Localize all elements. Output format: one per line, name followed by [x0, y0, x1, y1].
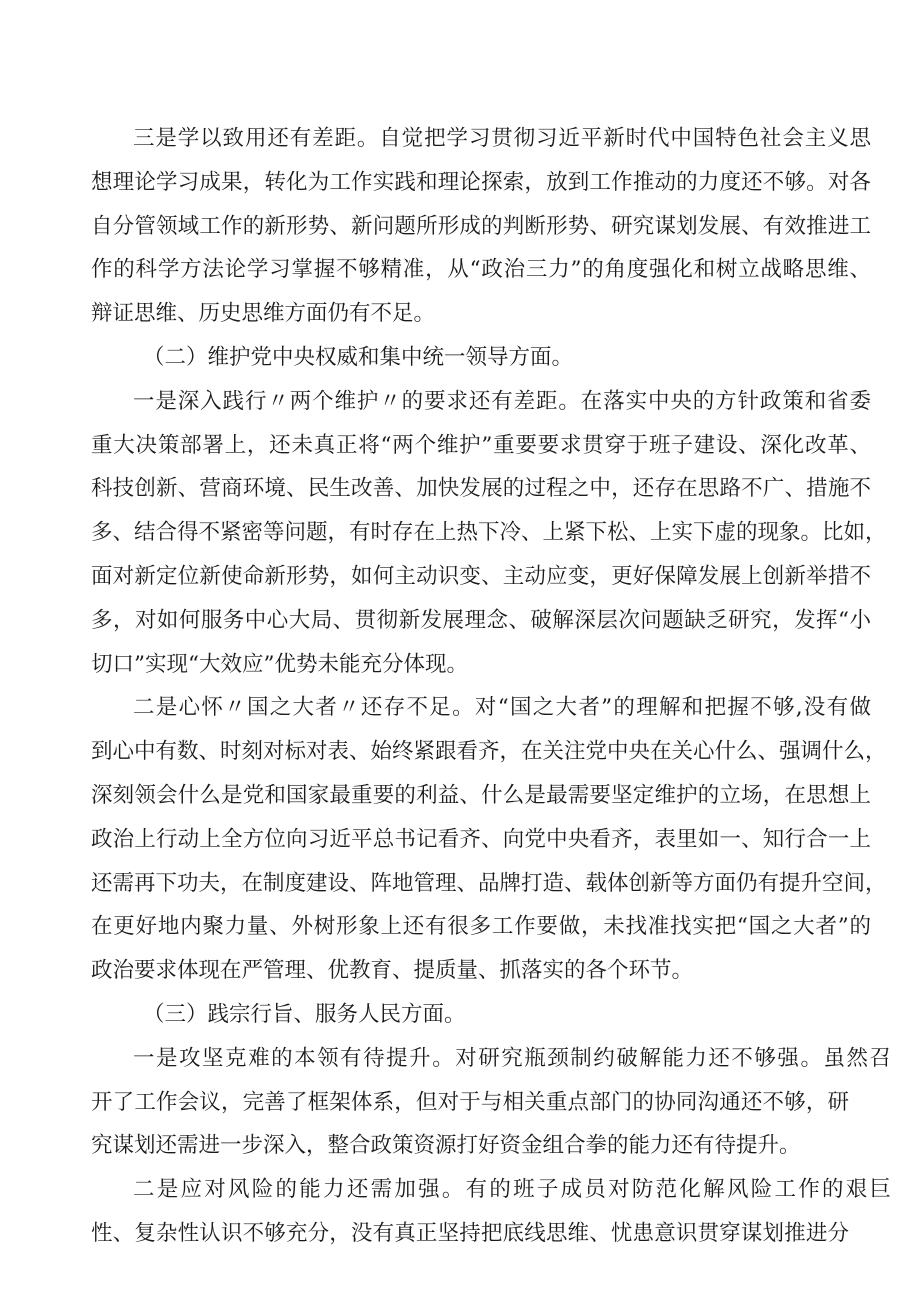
paragraph-line: 到心中有数、时刻对标对表、始终紧跟看齐，在关注党中央在关心什么、强调什么， [91, 739, 887, 765]
paragraph-study-application [91, 117, 871, 336]
paragraph-line: 多，对如何服务中心大局、贯彻新发展理念、破解深层次问题缺乏研究，发挥“小 [91, 607, 871, 633]
paragraph-tackling-difficulties [91, 1037, 891, 1168]
section-heading-three [91, 993, 871, 1037]
paragraph-line: 重大决策部署上，还未真正将“两个维护”重要要求贯穿于班子建设、深化改革、 [91, 432, 871, 458]
paragraph-line: 二是心怀〃国之大者〃还存不足。对“国之大者”的理解和把握不够,没有做 [133, 695, 871, 721]
paragraph-line: 二是应对风险的能力还需加强。有的班子成员对防范化解风险工作的艰巨 [133, 1177, 891, 1203]
paragraph-line: 开了工作会议，完善了框架体系，但对于与相关重点部门的协同沟通还不够，研 [91, 1089, 849, 1115]
paragraph-line: 科技创新、营商环境、民生改善、加快发展的过程之中，还存在思路不广、措施不 [91, 476, 871, 502]
document-body [91, 117, 891, 1256]
heading-line: （三）践宗行旨、服务人民方面。 [143, 1001, 466, 1027]
paragraph-line: 作的科学方法论学习掌握不够精准，从“政治三力”的角度强化和树立战略思维、 [91, 257, 871, 283]
paragraph-line: 辩证思维、历史思维方面仍有不足。 [91, 301, 436, 327]
paragraph-national-priorities [91, 686, 887, 993]
section-heading-two [91, 336, 871, 380]
paragraph-risk-response [91, 1168, 891, 1256]
paragraph-line: 政治上行动上全方位向习近平总书记看齐、向党中央看齐，表里如一、知行合一上 [91, 826, 871, 852]
paragraph-line: 一是深入践行〃两个维护〃的要求还有差距。在落实中央的方针政策和省委 [133, 388, 871, 414]
paragraph-line: 政治要求体现在严管理、优教育、提质量、抓落实的各个环节。 [91, 958, 694, 984]
paragraph-line: 面对新定位新使命新形势，如何主动识变、主动应变，更好保障发展上创新举措不 [91, 563, 871, 589]
paragraph-line: 在更好地内聚力量、外树形象上还有很多工作要做，未找准找实把“国之大者”的 [91, 914, 871, 940]
paragraph-line: 想理论学习成果，转化为工作实践和理论探索，放到工作推动的力度还不够。对各 [91, 169, 871, 195]
paragraph-line: 一是攻坚克难的本领有待提升。对研究瓶颈制约破解能力还不够强。虽然召 [133, 1045, 891, 1071]
paragraph-line: 自分管领域工作的新形势、新问题所形成的判断形势、研究谋划发展、有效推进工 [91, 213, 871, 239]
paragraph-line: 三是学以致用还有差距。自觉把学习贯彻习近平新时代中国特色社会主义思 [133, 126, 871, 151]
paragraph-two-safeguards [91, 380, 887, 687]
paragraph-line: 切口”实现“大效应”优势未能充分体现。 [91, 651, 468, 677]
paragraph-line: 究谋划还需进一步深入，整合政策资源打好资金组合拳的能力还有待提升。 [91, 1133, 801, 1159]
paragraph-line: 深刻领会什么是党和国家最重要的利益、什么是最需要坚定维护的立场，在思想上 [91, 782, 871, 808]
paragraph-line: 还需再下功夫，在制度建设、阵地管理、品牌打造、载体创新等方面仍有提升空间， [91, 870, 887, 896]
paragraph-line: 多、结合得不紧密等问题，有时存在上热下冷、上紧下松、上实下虚的现象。比如， [91, 520, 887, 546]
heading-line: （二）维护党中央权威和集中统一领导方面。 [143, 344, 574, 370]
paragraph-line: 性、复杂性认识不够充分，没有真正坚持把底线思维、忧患意识贯穿谋划推进分 [91, 1220, 849, 1246]
